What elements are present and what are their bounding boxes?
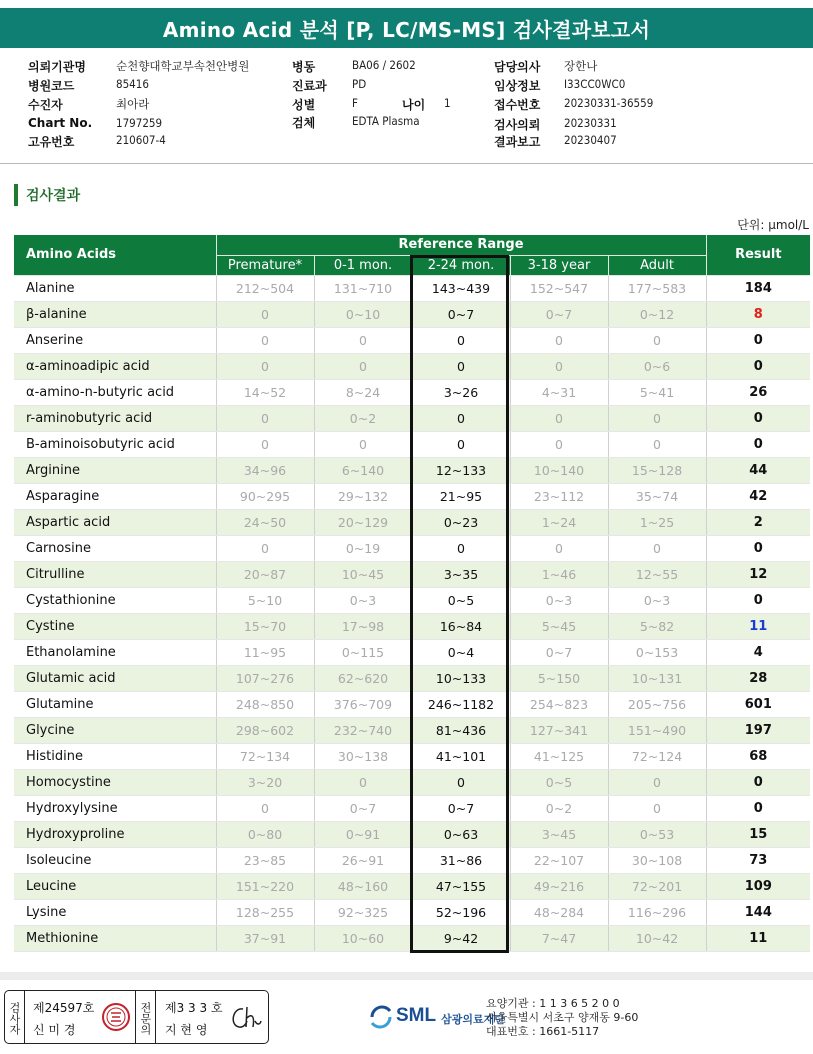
reference-range-cell: 49~216 <box>510 873 608 899</box>
result-cell: 26 <box>706 379 810 405</box>
contact-info <box>486 997 638 1039</box>
section-header <box>14 184 80 206</box>
table-row <box>14 769 810 795</box>
contact-address: 서울특별시 서초구 양재동 9-60 <box>486 1011 639 1024</box>
reference-range-cell: 14~52 <box>216 379 314 405</box>
section-title: 검사결과 <box>26 188 81 204</box>
tester-name: 신 미 경 <box>33 1023 76 1037</box>
amino-acid-name: Cystine <box>14 613 216 639</box>
reference-range-cell: 0~7 <box>510 639 608 665</box>
reference-range-cell: 10~42 <box>608 925 706 951</box>
sml-logo-icon <box>368 1001 394 1031</box>
tester-label <box>5 991 25 1044</box>
reference-range-cell: 3~26 <box>412 379 510 405</box>
reference-range-cell: 1~46 <box>510 561 608 587</box>
reference-range-cell: 5~82 <box>608 613 706 639</box>
result-cell: 0 <box>706 535 810 561</box>
reference-range-cell: 0~5 <box>510 769 608 795</box>
result-cell: 42 <box>706 483 810 509</box>
result-cell: 0 <box>706 795 810 821</box>
amino-acid-name: Cystathionine <box>14 587 216 613</box>
section-marker <box>14 184 18 206</box>
amino-acid-name: Hydroxylysine <box>14 795 216 821</box>
col-3-18-year: 3-18 year <box>510 255 608 275</box>
reference-range-cell: 0~80 <box>216 821 314 847</box>
reference-range-cell: 0 <box>216 795 314 821</box>
result-cell: 11 <box>706 925 810 951</box>
patient-info <box>28 58 808 150</box>
table-row <box>14 431 810 457</box>
reference-range-cell: 0 <box>608 327 706 353</box>
reference-range-cell: 8~24 <box>314 379 412 405</box>
doctor-value: 장한나 <box>564 59 598 73</box>
amino-acid-name: Glutamic acid <box>14 665 216 691</box>
reference-range-cell: 0 <box>216 535 314 561</box>
reference-range-cell: 10~60 <box>314 925 412 951</box>
result-cell: 601 <box>706 691 810 717</box>
reference-range-cell: 21~95 <box>412 483 510 509</box>
result-cell: 12 <box>706 561 810 587</box>
reference-range-cell: 5~41 <box>608 379 706 405</box>
reference-range-cell: 0~4 <box>412 639 510 665</box>
code-value: 85416 <box>116 77 149 91</box>
reference-range-cell: 15~70 <box>216 613 314 639</box>
clinical-label: 임상정보 <box>494 79 541 93</box>
reference-range-cell: 34~96 <box>216 457 314 483</box>
result-cell: 44 <box>706 457 810 483</box>
corp-name: 삼광의료재단 <box>441 1013 505 1026</box>
table-row <box>14 691 810 717</box>
chart-label: Chart No. <box>28 116 93 130</box>
reference-range-cell: 0 <box>608 405 706 431</box>
result-cell: 197 <box>706 717 810 743</box>
amino-acid-name: Alanine <box>14 275 216 301</box>
reference-range-cell: 0 <box>510 431 608 457</box>
result-cell: 4 <box>706 639 810 665</box>
contact-institution-no: 요양기관 : 1 1 3 6 5 2 0 0 <box>486 997 620 1010</box>
reference-range-cell: 26~91 <box>314 847 412 873</box>
reference-range-cell: 128~255 <box>216 899 314 925</box>
reference-range-cell: 0 <box>412 769 510 795</box>
reference-range-cell: 52~196 <box>412 899 510 925</box>
col-result: Result <box>706 235 810 275</box>
amino-acid-name: α-aminoadipic acid <box>14 353 216 379</box>
reference-range-cell: 212~504 <box>216 275 314 301</box>
reference-range-cell: 35~74 <box>608 483 706 509</box>
reference-range-cell: 0~7 <box>412 301 510 327</box>
result-cell: 109 <box>706 873 810 899</box>
reference-range-cell: 127~341 <box>510 717 608 743</box>
tester-label-text: 검사자 <box>8 1001 21 1035</box>
reference-range-cell: 6~140 <box>314 457 412 483</box>
reference-range-cell: 0~3 <box>510 587 608 613</box>
reference-range-cell: 0 <box>608 431 706 457</box>
patient-value: 최아라 <box>116 97 150 111</box>
table-row <box>14 899 810 925</box>
reference-range-cell: 1~25 <box>608 509 706 535</box>
reference-range-cell: 0 <box>216 405 314 431</box>
footer-divider <box>0 972 813 980</box>
result-cell: 15 <box>706 821 810 847</box>
table-row <box>14 587 810 613</box>
sml-logo-text: SML <box>396 1005 437 1026</box>
reference-range-cell: 0 <box>216 301 314 327</box>
reference-range-cell: 0~6 <box>608 353 706 379</box>
table-row <box>14 535 810 561</box>
age-label: 나이 <box>402 98 426 112</box>
hospital-value: 순천향대학교부속천안병원 <box>116 59 250 73</box>
reference-range-cell: 9~42 <box>412 925 510 951</box>
table-row <box>14 457 810 483</box>
table-row <box>14 639 810 665</box>
reference-range-cell: 177~583 <box>608 275 706 301</box>
reference-range-cell: 131~710 <box>314 275 412 301</box>
report-title: Amino Acid 분석 [P, LC/MS-MS] 검사결과보고서 <box>0 8 813 48</box>
reference-range-cell: 151~220 <box>216 873 314 899</box>
reference-range-cell: 0 <box>510 353 608 379</box>
col-premature: Premature* <box>216 255 314 275</box>
table-row <box>14 483 810 509</box>
amino-acid-name: Leucine <box>14 873 216 899</box>
tester-license: 제24597호 <box>33 1001 95 1015</box>
sex-value: F <box>352 96 358 110</box>
dept-label: 진료과 <box>292 79 327 93</box>
table-row <box>14 275 810 301</box>
reference-range-cell: 47~155 <box>412 873 510 899</box>
result-cell: 68 <box>706 743 810 769</box>
reference-range-cell: 0 <box>608 769 706 795</box>
amino-acid-name: Lysine <box>14 899 216 925</box>
specimen-label: 검체 <box>292 116 316 130</box>
reference-range-cell: 0~10 <box>314 301 412 327</box>
reference-range-cell: 20~129 <box>314 509 412 535</box>
reference-range-cell: 0~63 <box>412 821 510 847</box>
reference-range-cell: 22~107 <box>510 847 608 873</box>
reference-range-cell: 37~91 <box>216 925 314 951</box>
unit-label: 단위: μmol/L <box>737 218 809 232</box>
reference-range-cell: 376~709 <box>314 691 412 717</box>
reference-range-cell: 81~436 <box>412 717 510 743</box>
table-row <box>14 665 810 691</box>
reference-range-cell: 16~84 <box>412 613 510 639</box>
reference-range-cell: 90~295 <box>216 483 314 509</box>
reference-range-cell: 0 <box>216 327 314 353</box>
reference-range-cell: 48~160 <box>314 873 412 899</box>
table-row <box>14 301 810 327</box>
reference-range-cell: 0 <box>412 353 510 379</box>
reference-range-cell: 0 <box>412 535 510 561</box>
reference-range-cell: 12~55 <box>608 561 706 587</box>
reference-range-cell: 7~47 <box>510 925 608 951</box>
reference-range-cell: 0~7 <box>412 795 510 821</box>
result-cell: 73 <box>706 847 810 873</box>
amino-acid-name: Isoleucine <box>14 847 216 873</box>
ward-label: 병동 <box>292 60 316 74</box>
receipt-label: 접수번호 <box>494 98 541 112</box>
amino-acid-name: Methionine <box>14 925 216 951</box>
amino-acid-name: Arginine <box>14 457 216 483</box>
reference-range-cell: 1~24 <box>510 509 608 535</box>
reference-range-cell: 41~101 <box>412 743 510 769</box>
age-value: 1 <box>444 96 451 110</box>
reference-range-cell: 0~7 <box>510 301 608 327</box>
reference-range-cell: 116~296 <box>608 899 706 925</box>
table-row <box>14 821 810 847</box>
uid-value: 210607-4 <box>116 133 166 147</box>
result-cell: 2 <box>706 509 810 535</box>
report-date-label: 결과보고 <box>494 135 541 149</box>
reference-range-cell: 15~128 <box>608 457 706 483</box>
reference-range-cell: 205~756 <box>608 691 706 717</box>
amino-acid-name: Glycine <box>14 717 216 743</box>
reference-range-cell: 0~2 <box>510 795 608 821</box>
reference-range-cell: 0 <box>314 327 412 353</box>
reference-range-cell: 48~284 <box>510 899 608 925</box>
doctor-label: 담당의사 <box>494 60 541 74</box>
reference-range-cell: 0~19 <box>314 535 412 561</box>
reference-range-cell: 0 <box>510 405 608 431</box>
reference-range-cell: 0 <box>412 431 510 457</box>
reference-range-cell: 10~131 <box>608 665 706 691</box>
amino-acid-name: Carnosine <box>14 535 216 561</box>
reference-range-cell: 0~91 <box>314 821 412 847</box>
reference-range-cell: 0 <box>314 353 412 379</box>
reference-range-cell: 0~12 <box>608 301 706 327</box>
result-cell: 0 <box>706 769 810 795</box>
reference-range-cell: 107~276 <box>216 665 314 691</box>
reference-range-cell: 30~138 <box>314 743 412 769</box>
col-0-1-mon: 0-1 mon. <box>314 255 412 275</box>
reference-range-cell: 12~133 <box>412 457 510 483</box>
sml-logo <box>368 996 505 1036</box>
reference-range-cell: 20~87 <box>216 561 314 587</box>
reference-range-cell: 10~133 <box>412 665 510 691</box>
chart-value: 1797259 <box>116 116 163 130</box>
reference-range-cell: 5~10 <box>216 587 314 613</box>
table-row <box>14 847 810 873</box>
results-body <box>14 275 810 951</box>
reference-range-cell: 23~112 <box>510 483 608 509</box>
amino-acid-name: α-amino-n-butyric acid <box>14 379 216 405</box>
reference-range-cell: 5~45 <box>510 613 608 639</box>
patient-label: 수진자 <box>28 98 63 112</box>
info-divider <box>0 163 813 164</box>
reference-range-cell: 0 <box>608 535 706 561</box>
amino-acid-name: Hydroxyproline <box>14 821 216 847</box>
reference-range-cell: 3~35 <box>412 561 510 587</box>
result-cell: 0 <box>706 353 810 379</box>
reference-range-cell: 62~620 <box>314 665 412 691</box>
result-cell: 11 <box>706 613 810 639</box>
table-row <box>14 613 810 639</box>
report-date-value: 20230407 <box>564 133 617 147</box>
reference-range-cell: 0~23 <box>412 509 510 535</box>
specialist-name: 지 현 영 <box>165 1023 208 1037</box>
reference-range-cell: 0 <box>216 431 314 457</box>
table-row <box>14 873 810 899</box>
reference-range-cell: 0~3 <box>314 587 412 613</box>
reference-range-cell: 232~740 <box>314 717 412 743</box>
amino-acid-name: Anserine <box>14 327 216 353</box>
hospital-label: 의뢰기관명 <box>28 60 86 74</box>
request-value: 20230331 <box>564 116 617 130</box>
reference-range-cell: 0~53 <box>608 821 706 847</box>
tester-seal-icon <box>101 1002 131 1032</box>
specialist-label <box>136 991 156 1044</box>
result-cell: 184 <box>706 275 810 301</box>
result-cell: 0 <box>706 431 810 457</box>
result-cell: 0 <box>706 587 810 613</box>
col-adult: Adult <box>608 255 706 275</box>
col-2-24-mon: 2-24 mon. <box>412 255 510 275</box>
table-row <box>14 379 810 405</box>
receipt-value: 20230331-36559 <box>564 96 654 110</box>
reference-range-cell: 10~140 <box>510 457 608 483</box>
reference-range-cell: 4~31 <box>510 379 608 405</box>
reference-range-cell: 0~153 <box>608 639 706 665</box>
signature-box <box>4 990 269 1044</box>
request-label: 검사의뢰 <box>494 118 541 132</box>
amino-acid-name: r-aminobutyric acid <box>14 405 216 431</box>
reference-range-cell: 0 <box>608 795 706 821</box>
reference-range-cell: 248~850 <box>216 691 314 717</box>
results-table <box>14 235 810 952</box>
table-row <box>14 743 810 769</box>
reference-range-cell: 3~45 <box>510 821 608 847</box>
reference-range-cell: 0~2 <box>314 405 412 431</box>
reference-range-cell: 72~124 <box>608 743 706 769</box>
contact-phone: 대표번호 : 1661-5117 <box>486 1025 600 1038</box>
table-row <box>14 353 810 379</box>
reference-range-cell: 151~490 <box>608 717 706 743</box>
reference-range-cell: 0 <box>314 769 412 795</box>
reference-range-cell: 254~823 <box>510 691 608 717</box>
amino-acid-name: Homocystine <box>14 769 216 795</box>
amino-acid-name: Histidine <box>14 743 216 769</box>
reference-range-cell: 246~1182 <box>412 691 510 717</box>
result-cell: 144 <box>706 899 810 925</box>
reference-range-cell: 23~85 <box>216 847 314 873</box>
reference-range-cell: 24~50 <box>216 509 314 535</box>
reference-range-cell: 5~150 <box>510 665 608 691</box>
specialist-license: 제3 3 3 호 <box>165 1001 223 1015</box>
reference-range-cell: 0~5 <box>412 587 510 613</box>
code-label: 병원코드 <box>28 79 75 93</box>
ward-value: BA06 / 2602 <box>352 58 416 72</box>
amino-acid-name: Citrulline <box>14 561 216 587</box>
table-row <box>14 405 810 431</box>
reference-range-cell: 0~115 <box>314 639 412 665</box>
reference-range-cell: 0 <box>216 353 314 379</box>
reference-range-cell: 143~439 <box>412 275 510 301</box>
table-row <box>14 327 810 353</box>
reference-range-cell: 0~3 <box>608 587 706 613</box>
reference-range-cell: 0 <box>314 431 412 457</box>
amino-acid-name: Glutamine <box>14 691 216 717</box>
amino-acid-name: Β-aminoisobutyric acid <box>14 431 216 457</box>
col-reference-range: Reference Range <box>216 235 706 255</box>
uid-label: 고유번호 <box>28 135 75 149</box>
amino-acid-name: β-alanine <box>14 301 216 327</box>
result-cell: 8 <box>706 301 810 327</box>
table-row <box>14 925 810 951</box>
reference-range-cell: 92~325 <box>314 899 412 925</box>
reference-range-cell: 298~602 <box>216 717 314 743</box>
specimen-value: EDTA Plasma <box>352 114 420 128</box>
reference-range-cell: 31~86 <box>412 847 510 873</box>
reference-range-cell: 30~108 <box>608 847 706 873</box>
reference-range-cell: 0 <box>510 327 608 353</box>
reference-range-cell: 152~547 <box>510 275 608 301</box>
reference-range-cell: 72~134 <box>216 743 314 769</box>
result-cell: 0 <box>706 327 810 353</box>
reference-range-cell: 41~125 <box>510 743 608 769</box>
reference-range-cell: 0 <box>412 405 510 431</box>
reference-range-cell: 0~7 <box>314 795 412 821</box>
reference-range-cell: 3~20 <box>216 769 314 795</box>
reference-range-cell: 11~95 <box>216 639 314 665</box>
table-row <box>14 509 810 535</box>
amino-acid-name: Asparagine <box>14 483 216 509</box>
reference-range-cell: 0 <box>412 327 510 353</box>
reference-range-cell: 17~98 <box>314 613 412 639</box>
amino-acid-name: Ethanolamine <box>14 639 216 665</box>
specialist-label-text: 전문의 <box>139 1001 152 1035</box>
col-amino-acids: Amino Acids <box>14 235 216 275</box>
reference-range-cell: 0 <box>510 535 608 561</box>
sex-label: 성별 <box>292 98 316 112</box>
reference-range-cell: 29~132 <box>314 483 412 509</box>
amino-acid-name: Aspartic acid <box>14 509 216 535</box>
reference-range-cell: 72~201 <box>608 873 706 899</box>
table-row <box>14 561 810 587</box>
table-row <box>14 795 810 821</box>
clinical-value: I33CC0WC0 <box>564 77 626 91</box>
dept-value: PD <box>352 77 367 91</box>
reference-range-cell: 10~45 <box>314 561 412 587</box>
specialist-signature-icon <box>227 1003 263 1033</box>
result-cell: 0 <box>706 405 810 431</box>
table-row <box>14 717 810 743</box>
result-cell: 28 <box>706 665 810 691</box>
